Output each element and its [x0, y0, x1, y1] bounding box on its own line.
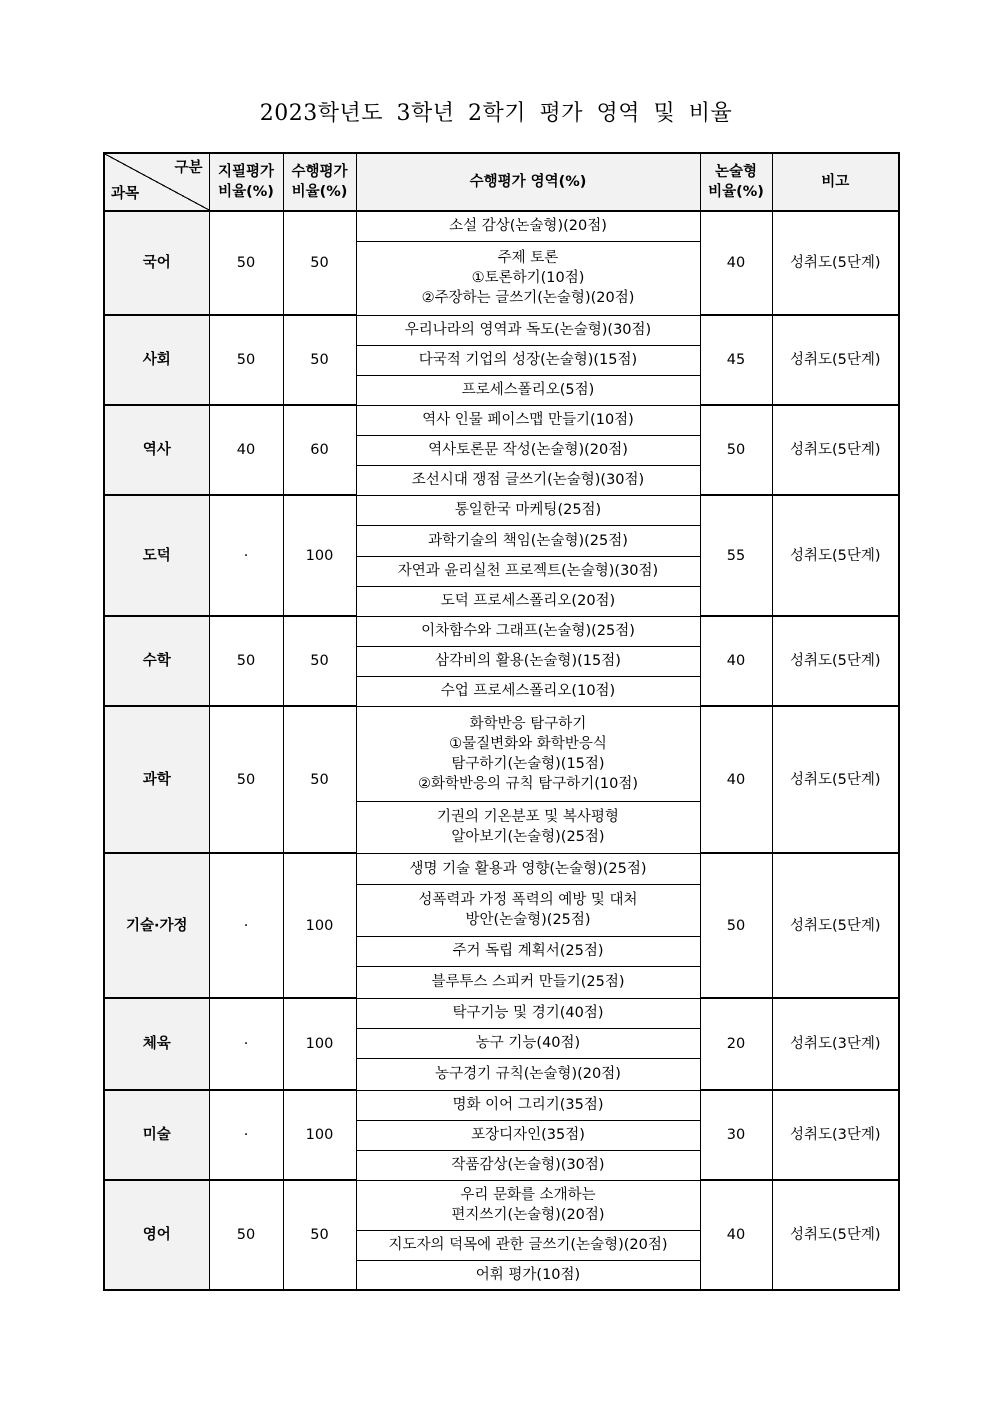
note: 성취도(5단계) — [772, 1180, 899, 1290]
note: 성취도(5단계) — [772, 211, 899, 315]
performance-area-item — [356, 646, 700, 676]
subject-name: 역사 — [104, 405, 209, 495]
performance-area-line: 역사토론문 작성(논술형)(20점) — [428, 442, 628, 458]
performance-ratio: 50 — [283, 616, 356, 706]
performance-ratio: 60 — [283, 405, 356, 495]
performance-ratio: 50 — [283, 1180, 356, 1290]
performance-area-item — [356, 211, 700, 241]
performance-area-line: 생명 기술 활용과 영향(논술형)(25점) — [409, 860, 647, 877]
performance-area-item — [356, 405, 700, 435]
subject-name: 미술 — [104, 1090, 209, 1180]
performance-ratio: 100 — [283, 853, 356, 998]
subject-name: 과학 — [104, 706, 209, 853]
essay-ratio: 50 — [700, 405, 772, 495]
performance-area-line: 블루투스 스피커 만들기(25점) — [431, 974, 625, 990]
performance-area-item — [356, 375, 700, 405]
performance-ratio: 100 — [283, 495, 356, 616]
essay-ratio: 40 — [700, 1180, 772, 1290]
subject-name: 수학 — [104, 616, 209, 706]
performance-area-line: 통일한국 마케팅(25점) — [454, 502, 602, 518]
header-essay-ratio: 논술형 비율(%) — [700, 153, 772, 211]
table-row — [104, 211, 899, 241]
performance-area-item — [356, 616, 700, 646]
performance-area-line: 과학기술의 책임(논술형)(25점) — [428, 532, 628, 549]
subject-name: 영어 — [104, 1180, 209, 1290]
header-division-cell — [104, 153, 209, 211]
written-ratio: · — [209, 1090, 283, 1180]
performance-area-item — [356, 525, 700, 556]
performance-area-line: 주거 독립 계획서(25점) — [452, 943, 604, 959]
performance-area-item — [356, 853, 700, 884]
performance-area-item — [356, 241, 700, 315]
header-division: 구분 — [174, 160, 203, 176]
subject-name: 기술·가정 — [104, 853, 209, 998]
note: 성취도(5단계) — [772, 405, 899, 495]
table-row — [104, 315, 899, 345]
performance-area-item — [356, 801, 700, 853]
performance-area-line: 주제 토론 — [497, 250, 559, 266]
essay-ratio: 45 — [700, 315, 772, 405]
essay-ratio: 20 — [700, 998, 772, 1090]
subject-name: 국어 — [104, 211, 209, 315]
header-note: 비고 — [772, 153, 899, 211]
performance-area-item — [356, 936, 700, 966]
performance-area-line: 조선시대 쟁점 글쓰기(논술형)(30점) — [411, 472, 645, 488]
performance-area-line: 농구경기 규칙(논술형)(20점) — [435, 1066, 621, 1082]
table-row — [104, 495, 899, 525]
subject-name: 체육 — [104, 998, 209, 1090]
subject-name: 사회 — [104, 315, 209, 405]
performance-area-item — [356, 1058, 700, 1090]
subject-name: 도덕 — [104, 495, 209, 616]
performance-area-line: 수업 프로세스폴리오(10점) — [440, 683, 616, 699]
performance-area-line: 명화 이어 그리기(35점) — [452, 1097, 604, 1113]
performance-area-line: ②주장하는 글쓰기(논술형)(20점) — [421, 290, 635, 306]
essay-ratio: 40 — [700, 706, 772, 853]
performance-area-line: 알아보기(논술형)(25점) — [451, 829, 605, 845]
performance-area-line: 어휘 평가(10점) — [475, 1266, 581, 1283]
performance-area-item — [356, 1028, 700, 1058]
performance-area-line: 화학반응 탐구하기 — [469, 715, 587, 732]
performance-area-item — [356, 1150, 700, 1180]
performance-area-item — [356, 345, 700, 375]
performance-area-line: 탐구하기(논술형)(15점) — [451, 755, 605, 772]
performance-area-item — [356, 315, 700, 345]
performance-area-item — [356, 676, 700, 706]
performance-area-line: 성폭력과 가정 폭력의 예방 및 대처 — [418, 892, 638, 908]
performance-ratio: 50 — [283, 211, 356, 315]
performance-area-line: ①물질변화와 화학반응식 — [449, 735, 607, 752]
written-ratio: · — [209, 495, 283, 616]
table-row — [104, 998, 899, 1028]
performance-area-item — [356, 1230, 700, 1260]
header-row — [104, 153, 899, 211]
performance-area-line: ①토론하기(10점) — [471, 270, 585, 286]
performance-area-item — [356, 435, 700, 465]
performance-ratio: 50 — [283, 706, 356, 853]
table-row — [104, 405, 899, 435]
performance-ratio: 100 — [283, 998, 356, 1090]
note: 성취도(5단계) — [772, 616, 899, 706]
performance-area-line: 농구 기능(40점) — [475, 1035, 581, 1051]
performance-area-line: 우리나라의 영역과 독도(논술형)(30점) — [404, 322, 652, 338]
performance-area-line: 작품감상(논술형)(30점) — [451, 1157, 605, 1173]
performance-area-line: 자연과 윤리실천 프로젝트(논술형)(30점) — [397, 563, 659, 579]
written-ratio: · — [209, 853, 283, 998]
performance-ratio: 50 — [283, 315, 356, 405]
essay-ratio: 30 — [700, 1090, 772, 1180]
performance-area-line: 역사 인물 페이스맵 만들기(10점) — [422, 412, 634, 428]
written-ratio: · — [209, 998, 283, 1090]
performance-area-item — [356, 465, 700, 495]
performance-area-line: 포장디자인(35점) — [471, 1127, 585, 1143]
table-row — [104, 1090, 899, 1120]
header-written-ratio: 지필평가 비율(%) — [209, 153, 283, 211]
performance-area-line: 도덕 프로세스폴리오(20점) — [440, 593, 616, 609]
table-row — [104, 1180, 899, 1230]
written-ratio: 40 — [209, 405, 283, 495]
performance-area-item — [356, 706, 700, 801]
written-ratio: 50 — [209, 616, 283, 706]
performance-area-item — [356, 998, 700, 1028]
written-ratio: 50 — [209, 706, 283, 853]
note: 성취도(5단계) — [772, 495, 899, 616]
performance-area-line: 기권의 기온분포 및 복사평형 — [437, 809, 619, 825]
note: 성취도(3단계) — [772, 998, 899, 1090]
performance-area-item — [356, 884, 700, 936]
note: 성취도(3단계) — [772, 1090, 899, 1180]
header-performance-ratio: 수행평가 비율(%) — [283, 153, 356, 211]
header-subject: 과목 — [111, 186, 140, 202]
performance-area-line: 탁구기능 및 경기(40점) — [452, 1005, 604, 1021]
performance-area-line: 이차함수와 그래프(논술형)(25점) — [421, 623, 635, 639]
performance-area-item — [356, 556, 700, 586]
performance-area-line: 다국적 기업의 성장(논술형)(15점) — [418, 352, 638, 368]
essay-ratio: 40 — [700, 616, 772, 706]
written-ratio: 50 — [209, 211, 283, 315]
note: 성취도(5단계) — [772, 706, 899, 853]
note: 성취도(5단계) — [772, 853, 899, 998]
performance-area-line: 소설 감상(논술형)(20점) — [449, 218, 607, 235]
table-body — [104, 211, 899, 1290]
note: 성취도(5단계) — [772, 315, 899, 405]
page-title: 2023학년도 3학년 2학기 평가 영역 및 비율 — [259, 101, 733, 126]
written-ratio: 50 — [209, 1180, 283, 1290]
performance-ratio: 100 — [283, 1090, 356, 1180]
performance-area-line: 삼각비의 활용(논술형)(15점) — [435, 653, 621, 669]
table-row — [104, 853, 899, 884]
performance-area-line: 방안(논술형)(25점) — [465, 912, 591, 928]
evaluation-table — [103, 152, 900, 1291]
table-row — [104, 706, 899, 801]
performance-area-item — [356, 586, 700, 616]
essay-ratio: 50 — [700, 853, 772, 998]
performance-area-item — [356, 1260, 700, 1290]
header-performance-area: 수행평가 영역(%) — [356, 153, 700, 211]
performance-area-item — [356, 495, 700, 525]
performance-area-item — [356, 1090, 700, 1120]
performance-area-line: 우리 문화를 소개하는 — [460, 1187, 596, 1203]
performance-area-item — [356, 1120, 700, 1150]
performance-area-line: 편지쓰기(논술형)(20점) — [451, 1207, 605, 1223]
essay-ratio: 55 — [700, 495, 772, 616]
performance-area-item — [356, 1180, 700, 1230]
performance-area-item — [356, 966, 700, 998]
performance-area-line: 지도자의 덕목에 관한 글쓰기(논술형)(20점) — [388, 1237, 668, 1253]
performance-area-line: ②화학반응의 규칙 탐구하기(10점) — [417, 775, 639, 792]
table-row — [104, 616, 899, 646]
performance-area-line: 프로세스폴리오(5점) — [461, 382, 595, 398]
written-ratio: 50 — [209, 315, 283, 405]
essay-ratio: 40 — [700, 211, 772, 315]
